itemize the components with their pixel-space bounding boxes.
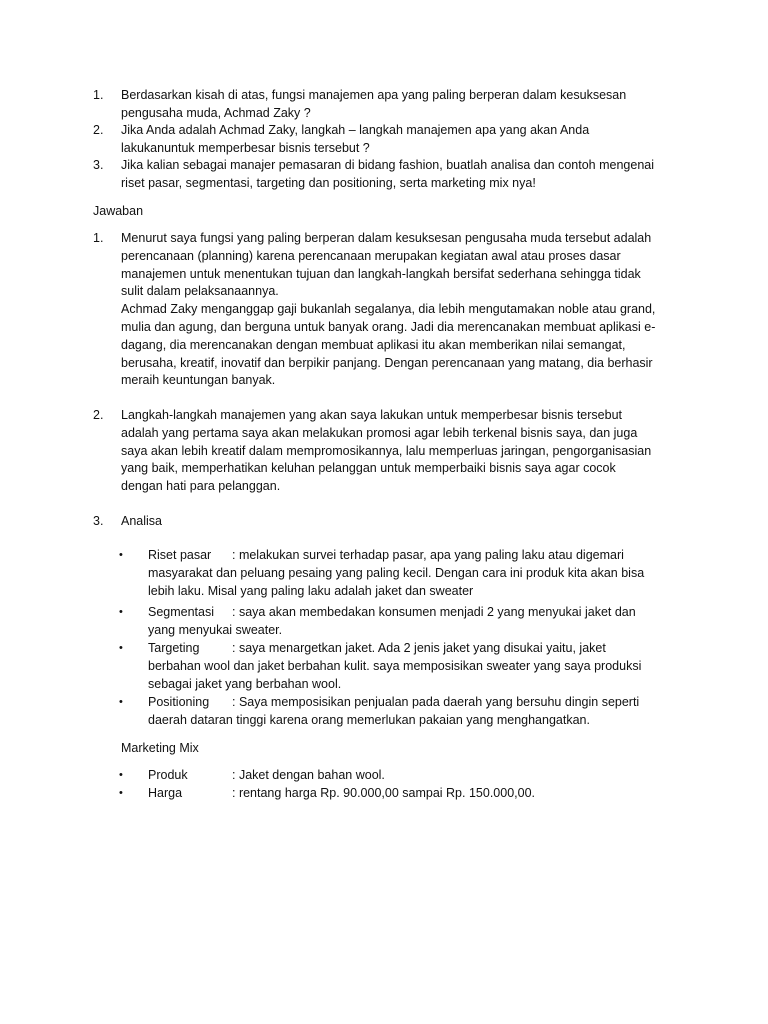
answer-number: 3. <box>93 514 104 528</box>
answer-number: 1. <box>93 231 104 245</box>
answers-heading: Jawaban <box>93 204 144 218</box>
question-text: Jika Anda adalah Achmad Zaky, langkah – langkah manajemen apa yang akan Anda lakukanuntuk memperbesar bisnis tersebut ? <box>121 123 590 155</box>
answer-text: Analisa <box>121 514 162 528</box>
question-text: Berdasarkan kisah di atas, fungsi manajemen apa yang paling berperan dalam kesuksesan pengusaha muda, Achmad Zaky ? <box>121 88 627 120</box>
analysis-label: Targeting <box>148 641 200 655</box>
analysis-text: : saya menargetkan jaket. Ada 2 jenis jaket yang disukai yaitu, jaket berbahan wool dan jaket berbahan kulit. saya memposisikan sweater yang saya produksi sebagai jaket yang berbahan wool. <box>148 641 642 691</box>
analysis-label: Segmentasi <box>148 605 215 619</box>
question-number: 2. <box>93 123 104 137</box>
question-text: Jika kalian sebagai manajer pemasaran di bidang fashion, buatlah analisa dan contoh mengenai riset pasar, segmentasi, targeting dan positioning, serta marketing mix nya! <box>121 158 655 190</box>
bullet-icon: • <box>119 769 123 781</box>
bullet-icon: • <box>119 642 123 654</box>
marketing-mix-text: : Jaket dengan bahan wool. <box>232 768 385 782</box>
analysis-text: : saya akan membedakan konsumen menjadi 2 yang menyukai jaket dan yang menyukai sweater. <box>148 605 636 637</box>
marketing-mix-label: Harga <box>148 786 183 800</box>
bullet-icon: • <box>119 787 123 799</box>
marketing-mix-text: : rentang harga Rp. 90.000,00 sampai Rp. 150.000,00. <box>232 786 535 800</box>
analysis-text: : Saya memposisikan penjualan pada daerah yang bersuhu dingin seperti daerah dataran tinggi karena orang memerlukan pakaian yang menghangatkan. <box>148 695 640 727</box>
marketing-mix-heading: Marketing Mix <box>121 741 199 755</box>
analysis-text: : melakukan survei terhadap pasar, apa yang paling laku atau digemari masyarakat dan peluang pesaing yang paling kecil. Dengan cara ini produk kita akan bisa lebih laku. Misal yang paling laku adalah jaket dan sweater <box>148 548 645 598</box>
answer-number: 2. <box>93 408 104 422</box>
answer-text: Langkah-langkah manajemen yang akan saya lakukan untuk memperbesar bisnis tersebut adalah yang pertama saya akan melakukan promosi agar lebih terkenal bisnis saya, dan juga saya akan lebih kreatif dalam mempromosikannya, lalu memperluas jaringan, pengorganisasian yang baik, memperhatikan keluhan pelanggan untuk memperbaiki bisnis saya agar cocok dengan hati para pelanggan. <box>121 408 652 494</box>
bullet-icon: • <box>119 549 123 561</box>
question-number: 1. <box>93 88 104 102</box>
marketing-mix-label: Produk <box>148 768 188 782</box>
answer-text: Menurut saya fungsi yang paling berperan dalam kesuksesan pengusaha muda tersebut adalah perencanaan (planning) karena perencanaan merupakan kegiatan awal atau proses dasar manajemen untuk menentukan tujuan dan langkah-langkah bersifat sederhana sehingga tidak sulit dalam pelaksanaannya. Achmad Zaky menganggap gaji bukanlah segalanya, dia lebih mengutamakan noble atau grand, mulia dan agung, dan berguna untuk banyak orang. Jadi dia merencanakan membuat aplikasi e- dagang, dia merencanakan dengan membuat aplikasi itu akan memberikan nilai semangat, berusaha, kreatif, inovatif dan berpikir panjang. Dengan perencanaan yang matang, dia berhasir meraih keuntungan banyak. <box>121 231 656 388</box>
bullet-icon: • <box>119 696 123 708</box>
bullet-icon: • <box>119 606 123 618</box>
analysis-label: Riset pasar <box>148 548 212 562</box>
analysis-label: Positioning <box>148 695 210 709</box>
question-number: 3. <box>93 158 104 172</box>
